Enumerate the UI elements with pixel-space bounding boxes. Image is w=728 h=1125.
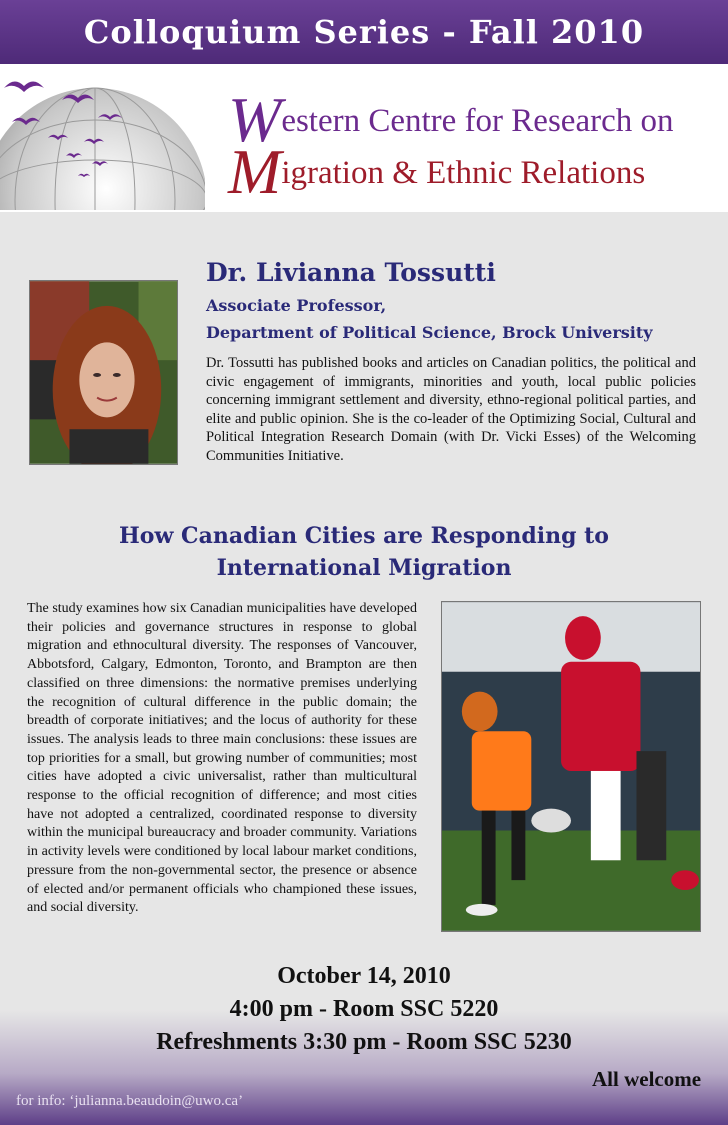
org-name-line-2-text: igration & Ethnic Relations: [281, 155, 646, 191]
speaker-department: Department of Political Science, Brock University: [206, 323, 653, 342]
talk-title: [0, 520, 728, 584]
globe-with-birds-logo: [0, 70, 205, 210]
speaker-portrait-photo: [29, 280, 178, 465]
event-date: October 14, 2010: [277, 963, 451, 989]
org-initial-m: M: [228, 136, 282, 207]
org-initial-w: W: [228, 84, 282, 155]
speaker-bio: Dr. Tossutti has published books and articles on Canadian politics, the political and civic engagement of immigrants, minorities and youth, local public policies concerning immigrant settlement and diversity, ethno-regional political parties, and elite and public opinion. She is the co-leader of the Optimizing Social, Cultural and Political Integration Research Domain (with Dr. Vicki Esses) of the Welcoming Communities Initiative.: [206, 355, 696, 464]
talk-title-line-1: How Canadian Cities are Responding to: [119, 523, 609, 549]
contact-info: for info: ‘julianna.beaudoin@uwo.ca’: [16, 1093, 244, 1109]
event-time-room: 4:00 pm - Room SSC 5220: [229, 996, 499, 1022]
series-title: Colloquium Series - Fall 2010: [83, 13, 645, 51]
org-name-line-1-text: estern Centre for Research on: [281, 103, 674, 139]
speaker-position: Associate Professor,: [206, 296, 387, 315]
talk-title-line-2: International Migration: [216, 555, 512, 581]
all-welcome-note: All welcome: [592, 1067, 702, 1091]
soccer-players-photo: [441, 601, 701, 932]
header-bar: [0, 0, 728, 64]
event-refreshments: Refreshments 3:30 pm - Room SSC 5230: [156, 1029, 572, 1055]
org-name-line-2: [228, 136, 646, 207]
speaker-name: Dr. Livianna Tossutti: [206, 258, 496, 287]
talk-abstract: The study examines how six Canadian municipalities have developed their policies and governance structures in response to global migration and ethnocultural diversity. The responses of Vancouver, Abbotsford, Calgary, Edmonton, Toronto, and Brampton are then classified on three dimensions: the normative premises underlying the recognition of cultural difference in the public domain; the breadth of corporate initiatives; and the locus of authority for these issues. The analysis leads to three main conclusions: these issues are top priorities for a small, but growing number of communities; most cities have adopted a civic universalist, rather than multicultural response to the official recognition of difference; and most cities have not adopted a centralized, coordinated response to diversity within the municipal bureaucracy and broader community. Variations in activity levels were conditioned by local labour market conditions, pressure from the non-governmental sector, the presence or absence of elected and/or permanent officials who championed these issues, and social diversity.: [27, 601, 417, 916]
